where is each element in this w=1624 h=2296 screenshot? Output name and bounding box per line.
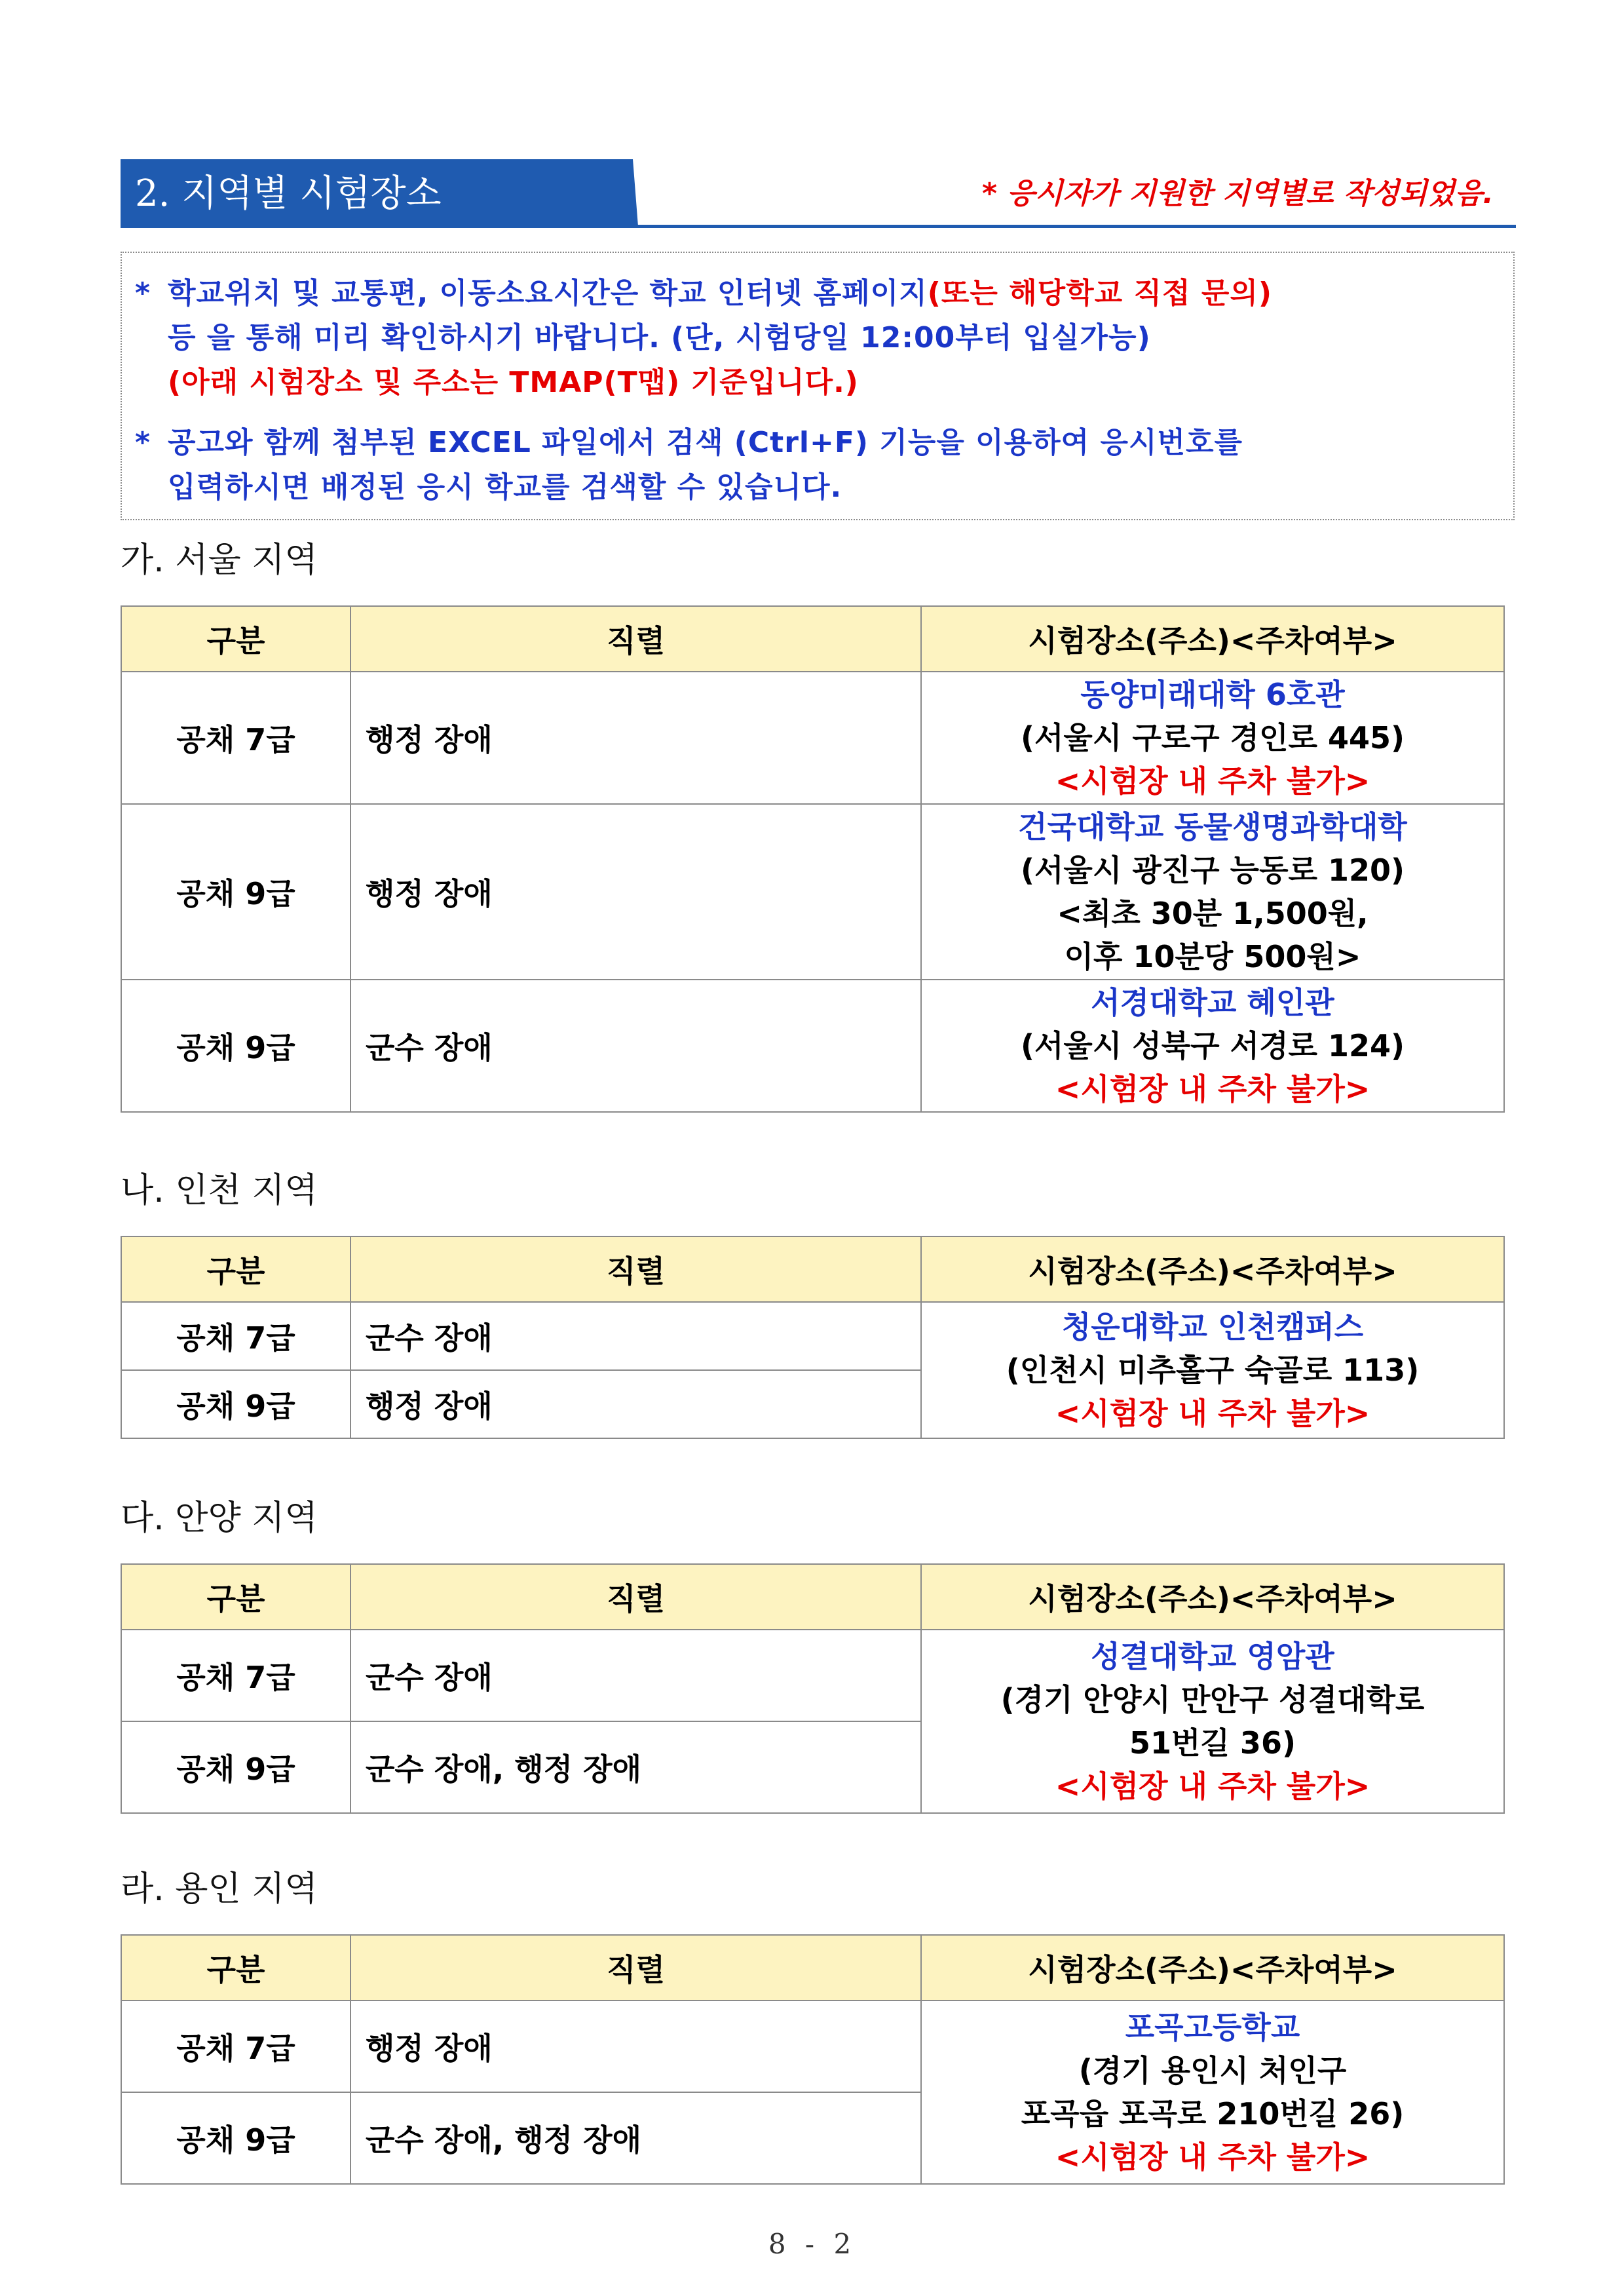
venue-address: (서울시 성북구 서경로 124) bbox=[1020, 1028, 1405, 1063]
venue-address: (서울시 광진구 능동로 120) bbox=[1020, 852, 1405, 888]
notice-line-4: 공고와 함께 첨부된 EXCEL 파일에서 검색 (Ctrl+F) 기능을 이용하여 응시번호를 bbox=[168, 426, 1243, 459]
cell-job: 행정 장애 bbox=[350, 672, 921, 804]
venue-name: 동양미래대학 6호관 bbox=[1080, 677, 1345, 712]
header-category: 구분 bbox=[121, 1236, 350, 1302]
parking-note: 이후 10분당 500원> bbox=[1064, 939, 1361, 974]
table-row bbox=[121, 980, 1504, 1112]
venue-name: 성결대학교 영암관 bbox=[1091, 1639, 1334, 1674]
cell-venue bbox=[921, 804, 1504, 980]
table-header-row bbox=[121, 1236, 1504, 1302]
parking-note: <시험장 내 주차 불가> bbox=[1055, 1396, 1370, 1431]
header-job-series: 직렬 bbox=[350, 1935, 921, 2000]
venue-address: 포곡읍 포곡로 210번길 26) bbox=[1021, 2096, 1405, 2132]
cell-job: 군수 장애 bbox=[350, 980, 921, 1112]
cell-grade: 공채 9급 bbox=[121, 1721, 350, 1813]
table-header-row bbox=[121, 1564, 1504, 1630]
cell-grade: 공채 7급 bbox=[121, 672, 350, 804]
notice-bullet: * bbox=[135, 426, 151, 459]
section-underline bbox=[121, 225, 1516, 228]
header-venue: 시험장소(주소)<주차여부> bbox=[921, 606, 1504, 672]
header-job-series: 직렬 bbox=[350, 606, 921, 672]
parking-note: <시험장 내 주차 불가> bbox=[1055, 763, 1370, 799]
section-title: 2. 지역별 시험장소 bbox=[135, 172, 442, 215]
notice-line-3: (아래 시험장소 및 주소는 TMAP(T맵) 기준입니다.) bbox=[168, 366, 859, 399]
header-job-series: 직렬 bbox=[350, 1236, 921, 1302]
table-yongin bbox=[121, 1934, 1505, 2185]
header-job-series: 직렬 bbox=[350, 1564, 921, 1630]
region-title-anyang: 다. 안양 지역 bbox=[121, 1499, 318, 1538]
parking-note: <시험장 내 주차 불가> bbox=[1055, 1071, 1370, 1107]
cell-venue bbox=[921, 980, 1504, 1112]
table-seoul bbox=[121, 605, 1505, 1113]
table-header-row bbox=[121, 1935, 1504, 2000]
cell-venue bbox=[921, 1630, 1504, 1813]
venue-address: (경기 용인시 처인구 bbox=[1078, 2053, 1347, 2088]
venue-address: (인천시 미추홀구 숙골로 113) bbox=[1006, 1352, 1420, 1388]
table-row bbox=[121, 1302, 1504, 1370]
cell-grade: 공채 9급 bbox=[121, 804, 350, 980]
parking-note: <시험장 내 주차 불가> bbox=[1055, 1769, 1370, 1804]
venue-name: 서경대학교 혜인관 bbox=[1091, 985, 1334, 1020]
notice-bullet: * bbox=[135, 277, 151, 310]
notice-line-2: 등 을 통해 미리 확인하시기 바랍니다. (단, 시험당일 12:00부터 입실가능) bbox=[168, 321, 1151, 354]
cell-venue bbox=[921, 1302, 1504, 1438]
cell-grade: 공채 9급 bbox=[121, 1370, 350, 1438]
venue-address: (서울시 구로구 경인로 445) bbox=[1020, 720, 1405, 756]
cell-grade: 공채 9급 bbox=[121, 980, 350, 1112]
region-title-seoul: 가. 서울 지역 bbox=[121, 541, 318, 580]
parking-note: <최초 30분 1,500원, bbox=[1057, 896, 1369, 931]
header-venue: 시험장소(주소)<주차여부> bbox=[921, 1564, 1504, 1630]
cell-grade: 공채 9급 bbox=[121, 2092, 350, 2184]
notice-line-1-red: (또는 해당학교 직접 문의) bbox=[927, 277, 1272, 310]
table-row bbox=[121, 672, 1504, 804]
notice-line-1 bbox=[168, 271, 1272, 316]
cell-job: 행정 장애 bbox=[350, 1370, 921, 1438]
notice-box bbox=[121, 252, 1515, 520]
venue-name: 포곡고등학교 bbox=[1125, 2010, 1300, 2045]
header-category: 구분 bbox=[121, 606, 350, 672]
parking-note: <시험장 내 주차 불가> bbox=[1055, 2139, 1370, 2175]
table-incheon bbox=[121, 1236, 1505, 1439]
region-title-incheon: 나. 인천 지역 bbox=[121, 1171, 318, 1210]
section-note: * 응시자가 지원한 지역별로 작성되었음. bbox=[981, 177, 1494, 210]
cell-grade: 공채 7급 bbox=[121, 1302, 350, 1370]
header-venue: 시험장소(주소)<주차여부> bbox=[921, 1236, 1504, 1302]
header-venue: 시험장소(주소)<주차여부> bbox=[921, 1935, 1504, 2000]
cell-job: 행정 장애 bbox=[350, 2000, 921, 2092]
venue-name: 건국대학교 동물생명과학대학 bbox=[1018, 809, 1407, 845]
cell-grade: 공채 7급 bbox=[121, 1630, 350, 1721]
notice-line-5: 입력하시면 배정된 응시 학교를 검색할 수 있습니다. bbox=[168, 470, 842, 504]
table-row bbox=[121, 1630, 1504, 1721]
cell-job: 행정 장애 bbox=[350, 804, 921, 980]
cell-venue bbox=[921, 2000, 1504, 2184]
venue-address: (경기 안양시 만안구 성결대학로 bbox=[1000, 1682, 1425, 1717]
notice-line-1-blue: 학교위치 및 교통편, 이동소요시간은 학교 인터넷 홈페이지 bbox=[168, 277, 928, 310]
table-anyang bbox=[121, 1563, 1505, 1814]
header-category: 구분 bbox=[121, 1935, 350, 2000]
venue-name: 청운대학교 인천캠퍼스 bbox=[1061, 1309, 1364, 1345]
cell-job: 군수 장애 bbox=[350, 1302, 921, 1370]
header-category: 구분 bbox=[121, 1564, 350, 1630]
venue-address: 51번길 36) bbox=[1129, 1725, 1296, 1761]
cell-job: 군수 장애 bbox=[350, 1630, 921, 1721]
cell-grade: 공채 7급 bbox=[121, 2000, 350, 2092]
table-row bbox=[121, 804, 1504, 980]
region-title-yongin: 라. 용인 지역 bbox=[121, 1869, 318, 1909]
page-number: 8 - 2 bbox=[768, 2228, 857, 2260]
cell-job: 군수 장애, 행정 장애 bbox=[350, 1721, 921, 1813]
table-header-row bbox=[121, 606, 1504, 672]
cell-venue bbox=[921, 672, 1504, 804]
table-row bbox=[121, 2000, 1504, 2092]
cell-job: 군수 장애, 행정 장애 bbox=[350, 2092, 921, 2184]
